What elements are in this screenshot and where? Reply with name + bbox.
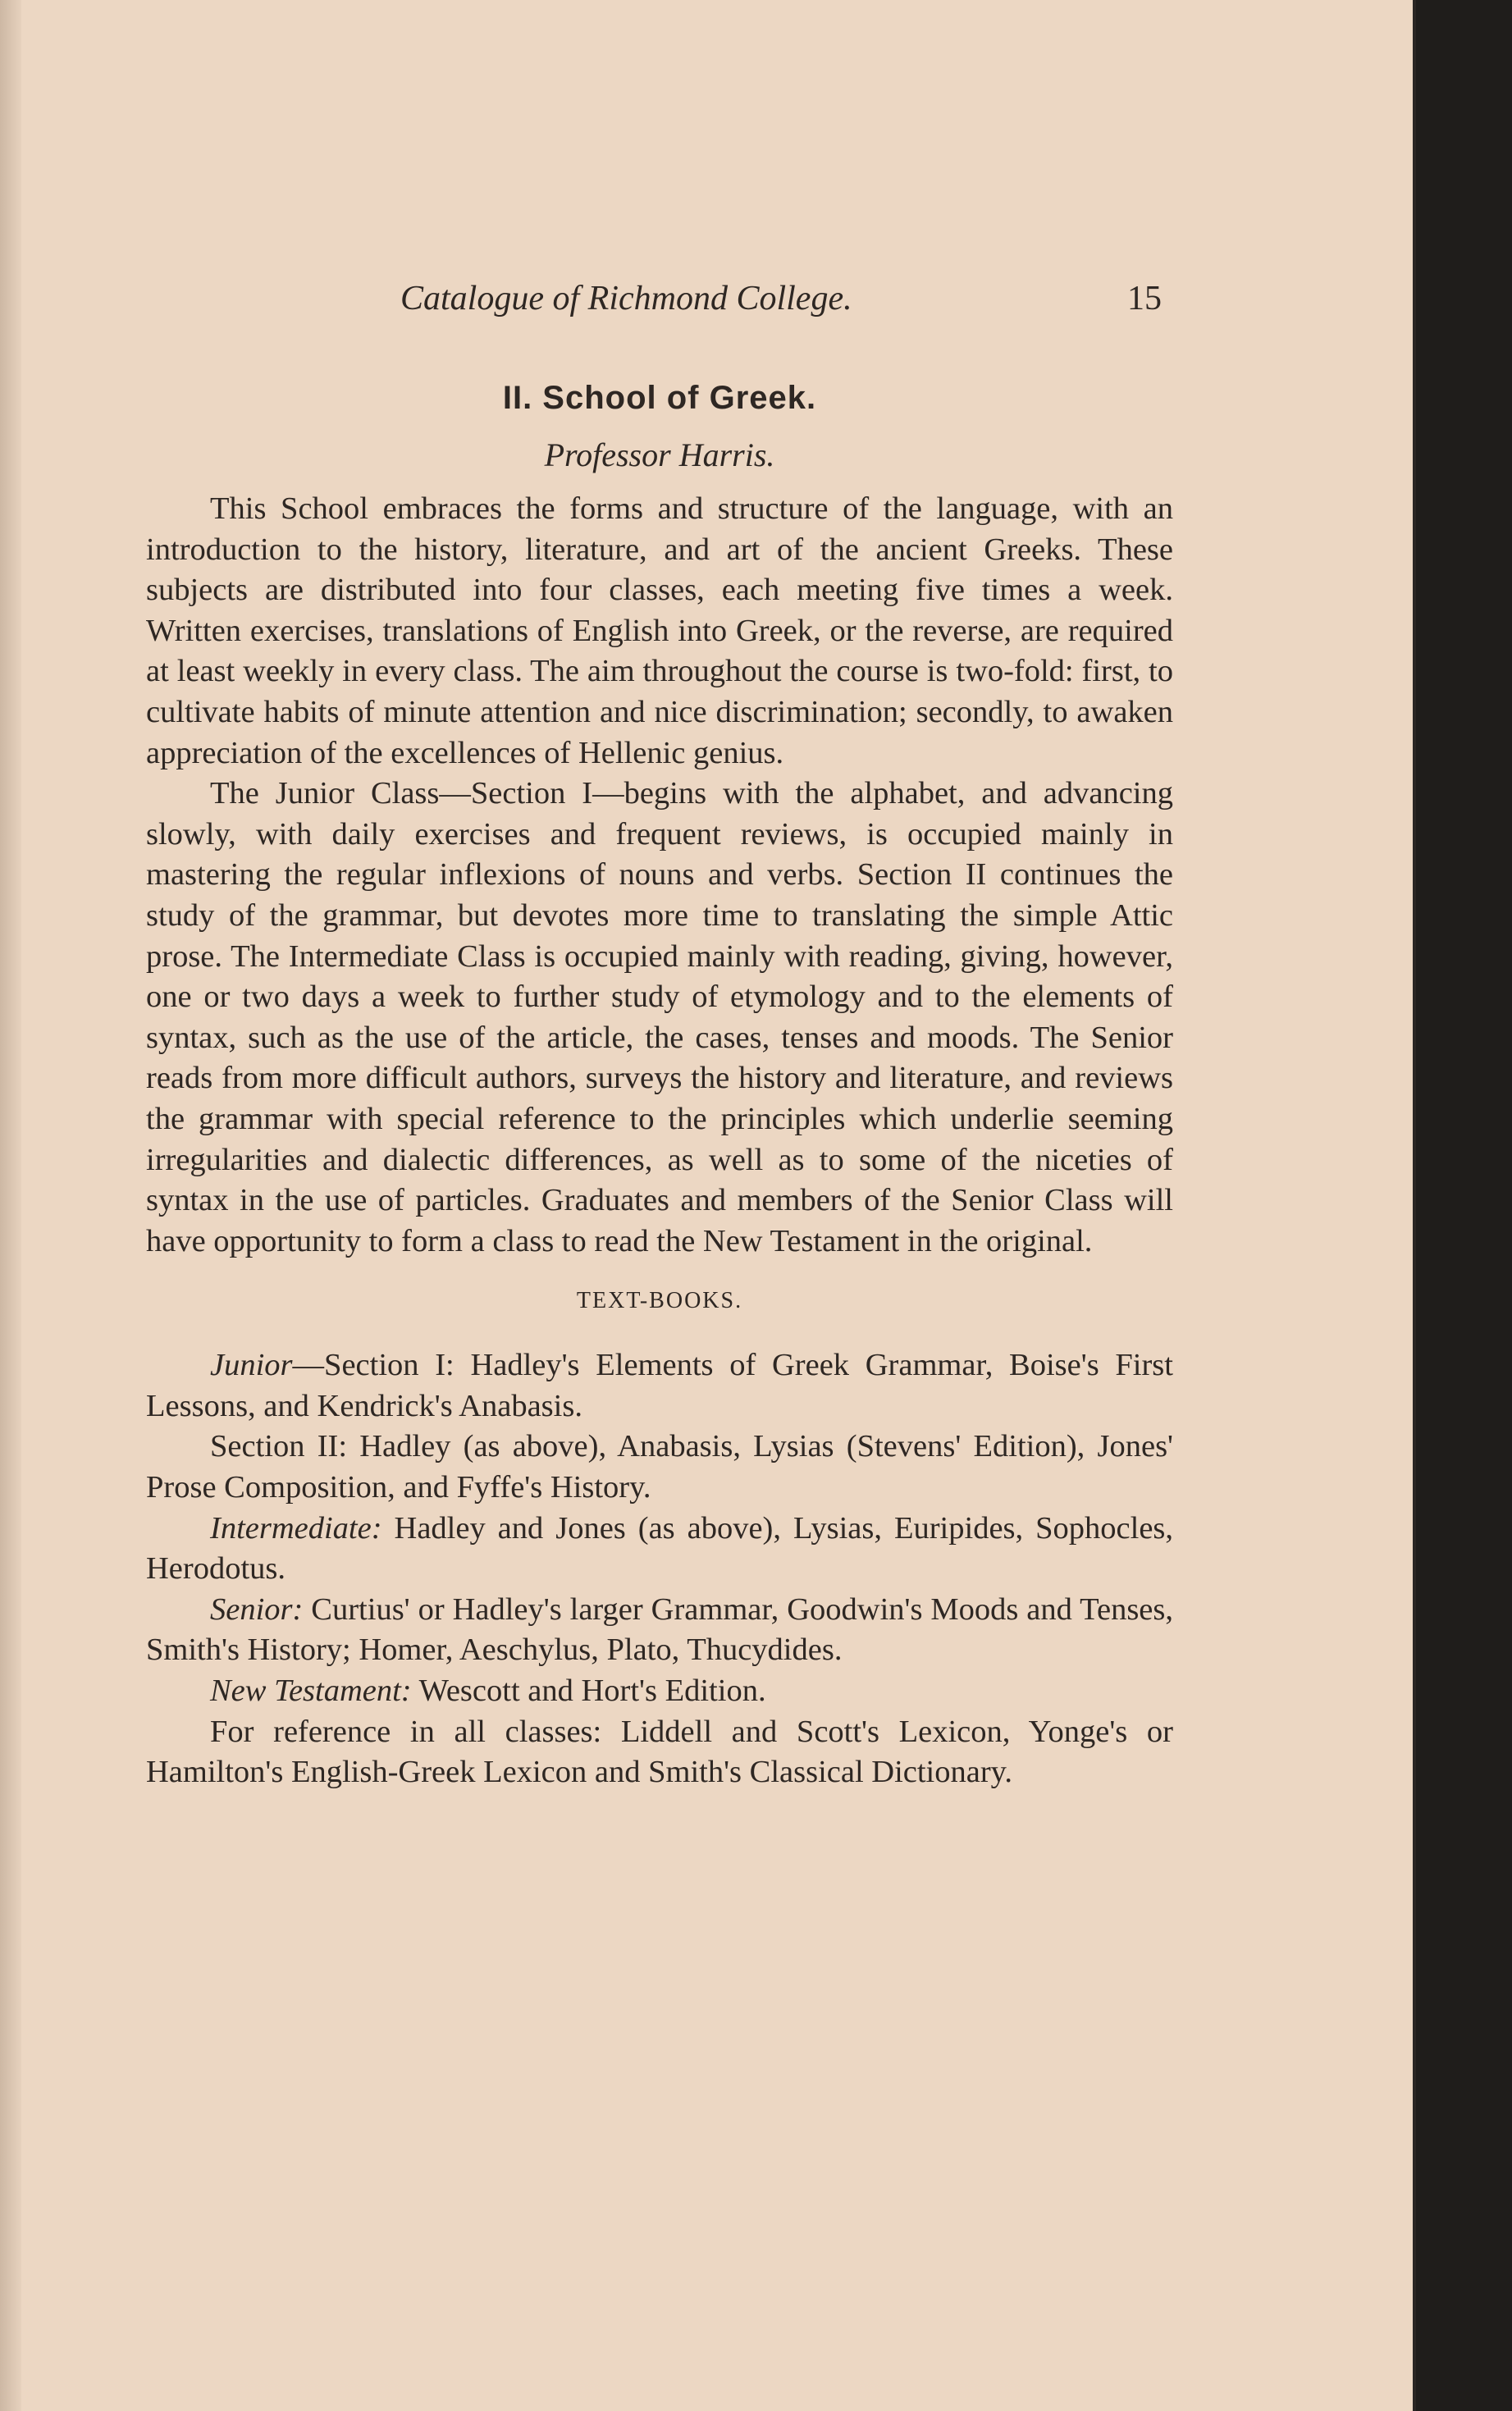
textbook-separator: — <box>292 1348 325 1383</box>
textbook-class-label: New Testament: <box>210 1674 412 1709</box>
textbook-entry <box>146 1345 1173 1427</box>
section-heading: II. School of Greek. <box>502 380 817 416</box>
textbook-text: For reference in all classes: Liddell and Scott's Lexicon, Yonge's or Hamilton's English-Greek Lexicon and Smith's Classical Dictionary. <box>146 1714 1173 1790</box>
textbook-text: Curtius' or Hadley's larger Grammar, Goodwin's Moods and Tenses, Smith's History; Homer, Aeschylus, Plato, Thucydides. <box>146 1591 1173 1668</box>
page-content <box>146 377 1173 1793</box>
textbook-entry <box>146 1509 1173 1590</box>
page-gutter <box>0 0 21 2411</box>
textbook-entry <box>146 1427 1173 1508</box>
textbook-entry <box>146 1671 1173 1712</box>
running-head <box>0 279 1413 328</box>
body-paragraph: This School embraces the forms and structure of the language, with an introduction to the history, literature, and art of the ancient Greeks. These subjects are distributed into four classes, each meeting five times a week. Written exercises, translations of English into Greek, or the reverse, are required at least weekly in every class. The aim throughout the course is two-fold: first, to cultivate habits of minute attention and nice discrimination; secondly, to awaken appreciation of the excellences of Hellenic genius. <box>146 491 1173 770</box>
textbook-entry <box>146 1590 1173 1671</box>
textbook-class-label: Intermediate: <box>210 1510 382 1546</box>
textbook-separator <box>412 1674 419 1708</box>
page-number: 15 <box>1127 280 1162 317</box>
textbook-entry <box>146 1712 1173 1793</box>
textbook-class-label: Junior <box>210 1348 293 1383</box>
body-paragraph: The Junior Class—Section I—begins with the alphabet, and advancing slowly, with daily exercises and frequent reviews, is occupied mainly in mastering the regular inflexions of nouns and verbs. Section II continues the study of the grammar, but devotes more time to translating the simple Attic prose. The Intermediate Class is occupied mainly with reading, giving, however, one or two days a week to further study of etymology and to the elements of syntax, such as the use of the article, the cases, tenses and moods. The Senior reads from more difficult authors, surveys the history and literature, and reviews the grammar with special reference to the principles which underlie seeming irregularities and dialectic differences, as well as to some of the niceties of syntax in the use of particles. Graduates and members of the Senior Class will have opportunity to form a class to read the New Testament in the original. <box>146 776 1173 1258</box>
textbook-text: Section II: Hadley (as above), Anabasis, Lysias (Stevens' Edition), Jones' Prose Composition, and Fyffe's History. <box>146 1429 1173 1505</box>
textbook-separator <box>303 1592 311 1627</box>
textbooks-heading: TEXT-BOOKS. <box>576 1288 743 1314</box>
textbook-class-label: Senior: <box>210 1591 304 1627</box>
textbook-text: Hadley and Jones (as above), Lysias, Euripides, Sophocles, Herodotus. <box>146 1510 1174 1587</box>
textbook-text: Wescott and Hort's Edition. <box>418 1674 766 1709</box>
textbook-text: Section I: Hadley's Elements of Greek Grammar, Boise's First Lessons, and Kendrick's Anabasis. <box>146 1348 1173 1423</box>
running-title: Catalogue of Richmond College. <box>400 280 852 317</box>
textbook-separator <box>382 1511 395 1546</box>
professor-line: Professor Harris. <box>544 436 775 473</box>
